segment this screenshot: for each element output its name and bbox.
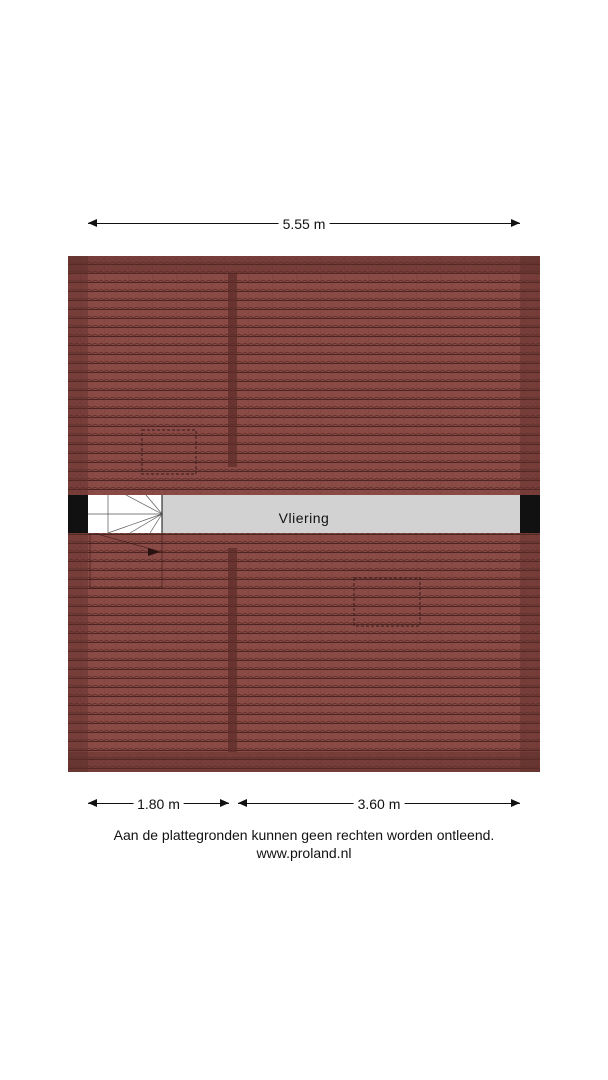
website-link[interactable]: www.proland.nl (256, 845, 352, 861)
dimension-bottom-right-label: 3.60 m (354, 794, 405, 814)
arrow-left-icon (88, 799, 97, 807)
beam-upper (228, 274, 237, 467)
floor-plan (68, 256, 540, 772)
footer (0, 826, 608, 862)
beam-lower (228, 548, 237, 752)
dimension-bottom-left (88, 796, 229, 812)
dimension-top (88, 216, 520, 232)
dimension-top-label: 5.55 m (279, 214, 330, 234)
roof-edge-bottom (68, 752, 540, 772)
roof-edge-top (68, 256, 540, 274)
arrow-right-icon (511, 799, 520, 807)
room-label-vliering: Vliering (278, 510, 330, 526)
dimension-bottom-left-label: 1.80 m (133, 794, 184, 814)
disclaimer-text: Aan de plattegronden kunnen geen rechten worden ontleend. (113, 827, 495, 843)
arrow-right-icon (220, 799, 229, 807)
arrow-right-icon (511, 219, 520, 227)
arrow-left-icon (88, 219, 97, 227)
arrow-left-icon (238, 799, 247, 807)
dimension-bottom-right (238, 796, 520, 812)
